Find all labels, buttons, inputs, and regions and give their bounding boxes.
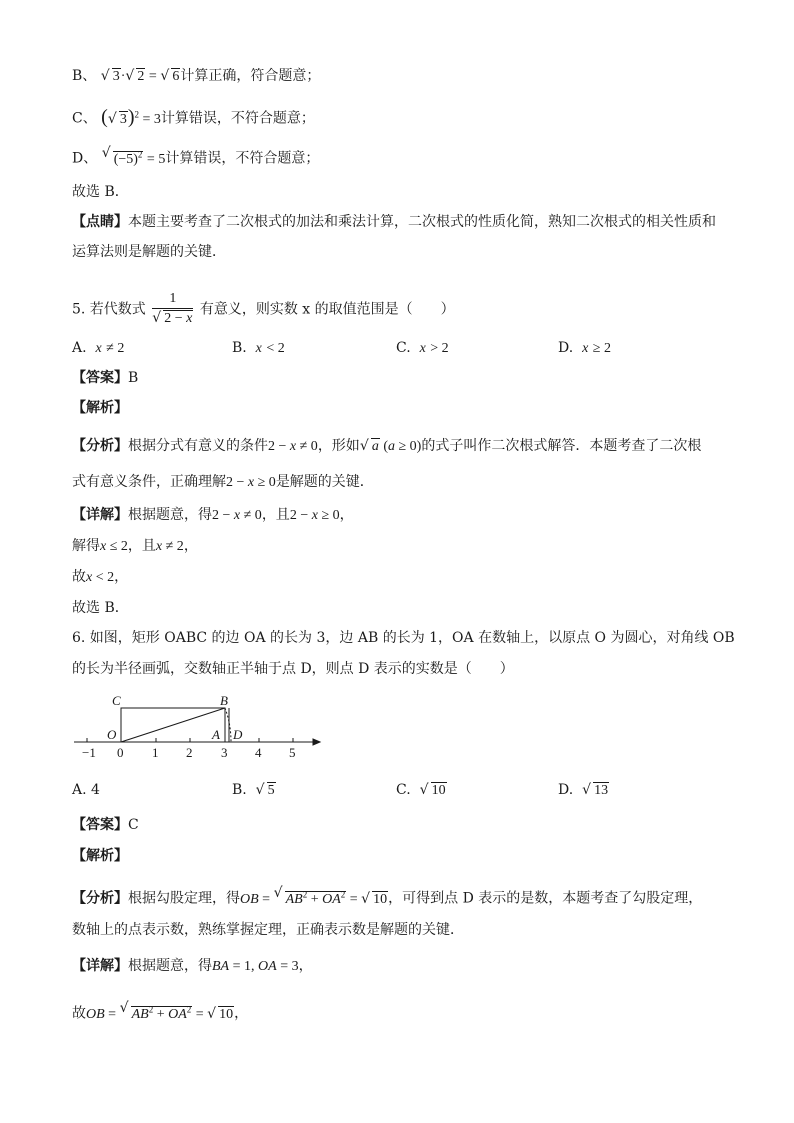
math-d: √ $(-5)^2 = 5$: [102, 152, 166, 167]
q5-fenxi-2: 式有意义条件，正确理解2 − x ≥ 0是解题的关键．: [72, 474, 374, 490]
q6-jiexi: 【解析】: [72, 848, 128, 864]
q6-choice-c: C. √ 10: [396, 780, 447, 801]
q5-fraction: 1 √ 2 − x: [152, 290, 193, 329]
q6-detail-2: 故OB = √ $AB^2 + OA^2$ = √ 10，: [72, 999, 248, 1025]
q6-fenxi-1: 【分析】根据勾股定理，得OB = √ $AB^2 + OA^2$ = √ 10，可得到点 D 表示的是数，本题考查了勾股定理，: [72, 884, 702, 910]
tick-label: 5: [289, 745, 296, 760]
q5-answer: 【答案】B: [72, 370, 139, 386]
q5-detail-2: 解得x ≤ 2，且x ≠ 2，: [72, 538, 198, 554]
math-b: √ 3·√ 2 = √ 6: [101, 69, 181, 84]
q5-fenxi-1: 【分析】根据分式有意义的条件2 − x ≠ 0，形如√ a (a ≥ 0)的式子叫作二次根式解答．本题考查了二次根: [72, 436, 701, 457]
q6-answer: 【答案】C: [72, 817, 139, 833]
tick-label: 4: [255, 745, 262, 760]
tick-label: 0: [117, 745, 124, 760]
comment-1: 【点睛】本题主要考查了二次根式的加法和乘法计算，二次根式的性质化简，熟知二次根式的相关性质和: [72, 214, 716, 230]
q5-jiexi: 【解析】: [72, 400, 128, 416]
label-o: O: [107, 727, 117, 742]
q6-fenxi-2: 数轴上的点表示数，熟练掌握定理，正确表示数是解题的关键．: [72, 922, 464, 938]
q5-choice-a: A. x ≠ 2: [72, 340, 125, 356]
q5-detail-1: 【详解】根据题意，得2 − x ≠ 0，且2 − x ≥ 0，: [72, 507, 354, 523]
label-b: B: [220, 693, 228, 708]
q6-choice-d: D. √ 13: [558, 780, 609, 801]
tick-label: 3: [221, 745, 228, 760]
q5-choice-b: B. x < 2: [232, 340, 285, 356]
q6-choice-a: A. 4: [72, 782, 100, 798]
line-b: B、 √ 3·√ 2 = √ 6计算正确，符合题意；: [72, 66, 320, 87]
q6-choice-b: B. √ 5: [232, 780, 276, 801]
q6-stem-1: 6. 如图，矩形 OABC 的边 OA 的长为 3，边 AB 的长为 1，OA 在数轴上，以原点 O 为圆心，对角线 OB: [72, 630, 735, 646]
math-c: (√ 3)$^2$ = 3: [101, 112, 161, 127]
q5-select: 故选 B．: [72, 600, 129, 616]
tick-label: −1: [82, 745, 96, 760]
q6-detail-1: 【详解】根据题意，得BA = 1, OA = 3，: [72, 958, 313, 974]
label-c: C: [112, 693, 121, 708]
select-b: 故选 B．: [72, 184, 129, 200]
q5-choice-c: C. x > 2: [396, 340, 449, 356]
q5-detail-3: 故x < 2，: [72, 569, 129, 585]
line-d: D、 √ $(-5)^2 = 5$计算错误，不符合题意；: [72, 144, 319, 170]
q6-figure: [72, 688, 332, 760]
label-d: D: [233, 727, 243, 742]
tick-label: 1: [152, 745, 159, 760]
comment-2: 运算法则是解题的关键．: [72, 244, 226, 260]
q6-stem-2: 的长为半径画弧，交数轴正半轴于点 D，则点 D 表示的实数是（ ）: [72, 661, 514, 677]
label-a: A: [212, 727, 220, 742]
q5-choice-d: D. x ≥ 2: [558, 340, 611, 356]
line-c: C、 (√ 3)$^2$ = 3计算错误，不符合题意；: [72, 104, 315, 130]
q5-stem: 5. 若代数式 1 √ 2 − x 有意义，则实数 x 的取值范围是（ ）: [72, 290, 455, 329]
tick-label: 2: [186, 745, 193, 760]
